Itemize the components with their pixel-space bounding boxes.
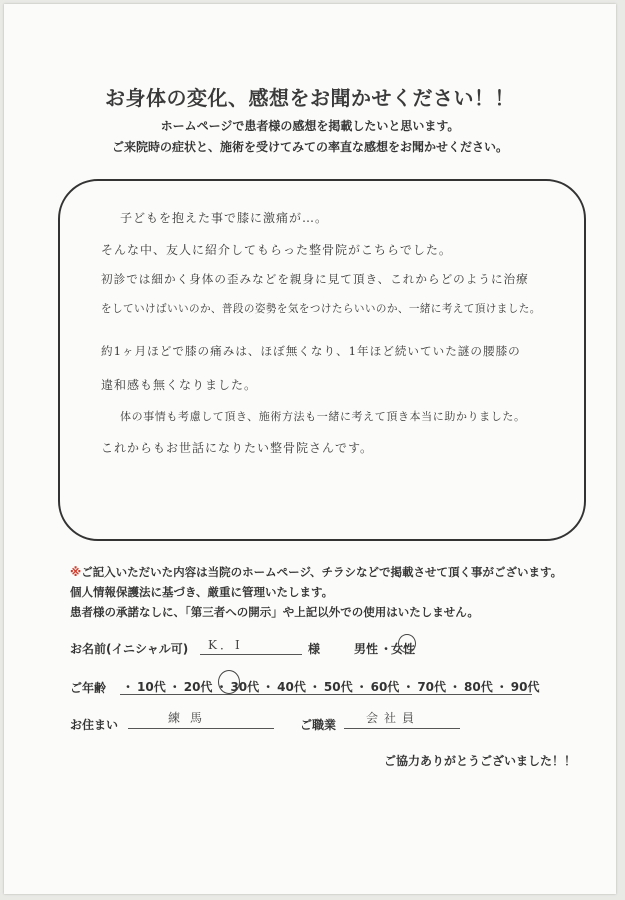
notice-line-3: 患者様の承諾なしに、「第三者への開示」や上記以外での使用はいたしません。 bbox=[70, 605, 479, 619]
gender-option-male[interactable]: 男性 bbox=[354, 642, 379, 656]
address-label: お住まい bbox=[70, 718, 119, 732]
age-option[interactable]: 60代 bbox=[370, 680, 400, 694]
thanks-message: ご協力ありがとうございました！！ bbox=[383, 754, 576, 768]
intro-line-2: ご来院時の症状と、施術を受けてみての率直な感想をお聞かせください。 bbox=[111, 140, 508, 154]
name-label: お名前(イニシャル可) bbox=[70, 642, 189, 656]
age-option[interactable]: 10代 bbox=[137, 680, 166, 694]
name-underline bbox=[200, 654, 302, 655]
testimonial-box bbox=[58, 179, 586, 541]
gender-option-female[interactable]: 女性 bbox=[391, 642, 416, 656]
age-option[interactable]: 50代 bbox=[323, 680, 353, 694]
job-value[interactable]: 会社員 bbox=[366, 711, 421, 725]
testimonial-line: これからもお世話になりたい整骨院さんです。 bbox=[101, 441, 374, 455]
page-title: お身体の変化、感想をお聞かせください！！ bbox=[105, 86, 515, 110]
age-option[interactable]: 90代 bbox=[510, 680, 540, 694]
age-selection-circle bbox=[218, 670, 240, 694]
age-label: ご年齢 bbox=[70, 681, 107, 695]
name-suffix: 様 bbox=[308, 642, 321, 656]
testimonial-line: 初診では細かく身体の歪みなどを親身に見て頂き、これからどのように治療 bbox=[101, 272, 529, 286]
address-underline bbox=[128, 728, 274, 729]
survey-sheet bbox=[4, 4, 616, 894]
testimonial-line: 違和感も無くなりました。 bbox=[101, 378, 258, 392]
age-underline bbox=[120, 694, 532, 695]
job-label: ご職業 bbox=[300, 718, 337, 732]
age-option[interactable]: 70代 bbox=[417, 680, 447, 694]
testimonial-line: をしていけばいいのか、普段の姿勢を気をつけたらいいのか、一緒に考えて頂けました。 bbox=[101, 303, 541, 315]
testimonial-line: 子どもを抱えた事で膝に激痛が…。 bbox=[120, 211, 329, 225]
testimonial-line: そんな中、友人に紹介してもらった整骨院がこちらでした。 bbox=[101, 243, 452, 257]
gender-selection-circle bbox=[398, 634, 416, 653]
job-underline bbox=[344, 728, 460, 729]
age-option[interactable]: 80代 bbox=[464, 680, 493, 694]
age-option[interactable]: 40代 bbox=[277, 680, 306, 694]
intro-line-1: ホームページで患者様の感想を掲載したいと思います。 bbox=[160, 119, 460, 133]
age-option[interactable]: 30代 bbox=[230, 680, 260, 694]
notice-line-2: 個人情報保護法に基づき、厳重に管理いたします。 bbox=[70, 585, 334, 599]
testimonial-line: 約1ヶ月ほどで膝の痛みは、ほぼ無くなり、1年ほど続いていた謎の腰膝の bbox=[101, 344, 521, 358]
age-option[interactable]: 20代 bbox=[183, 680, 213, 694]
name-value[interactable]: K．I bbox=[208, 638, 243, 652]
gender-separator: ・ bbox=[380, 642, 393, 656]
age-options: ・ 10代 ・ 20代 ・ 30代 ・ 40代 ・ 50代 ・ 60代 ・ 70代 ・ 80代 ・ 90代 bbox=[122, 680, 540, 694]
notice-text: ご記入いただいた内容は当院のホームページ、チラシなどで掲載させて頂く事がございます。 bbox=[81, 565, 563, 579]
notice-mark: ※ bbox=[70, 565, 82, 579]
notice-line-1 bbox=[70, 564, 562, 580]
testimonial-line: 体の事情も考慮して頂き、施術方法も一緒に考えて頂き本当に助かりました。 bbox=[120, 410, 526, 423]
address-value[interactable]: 練馬 bbox=[168, 711, 213, 725]
